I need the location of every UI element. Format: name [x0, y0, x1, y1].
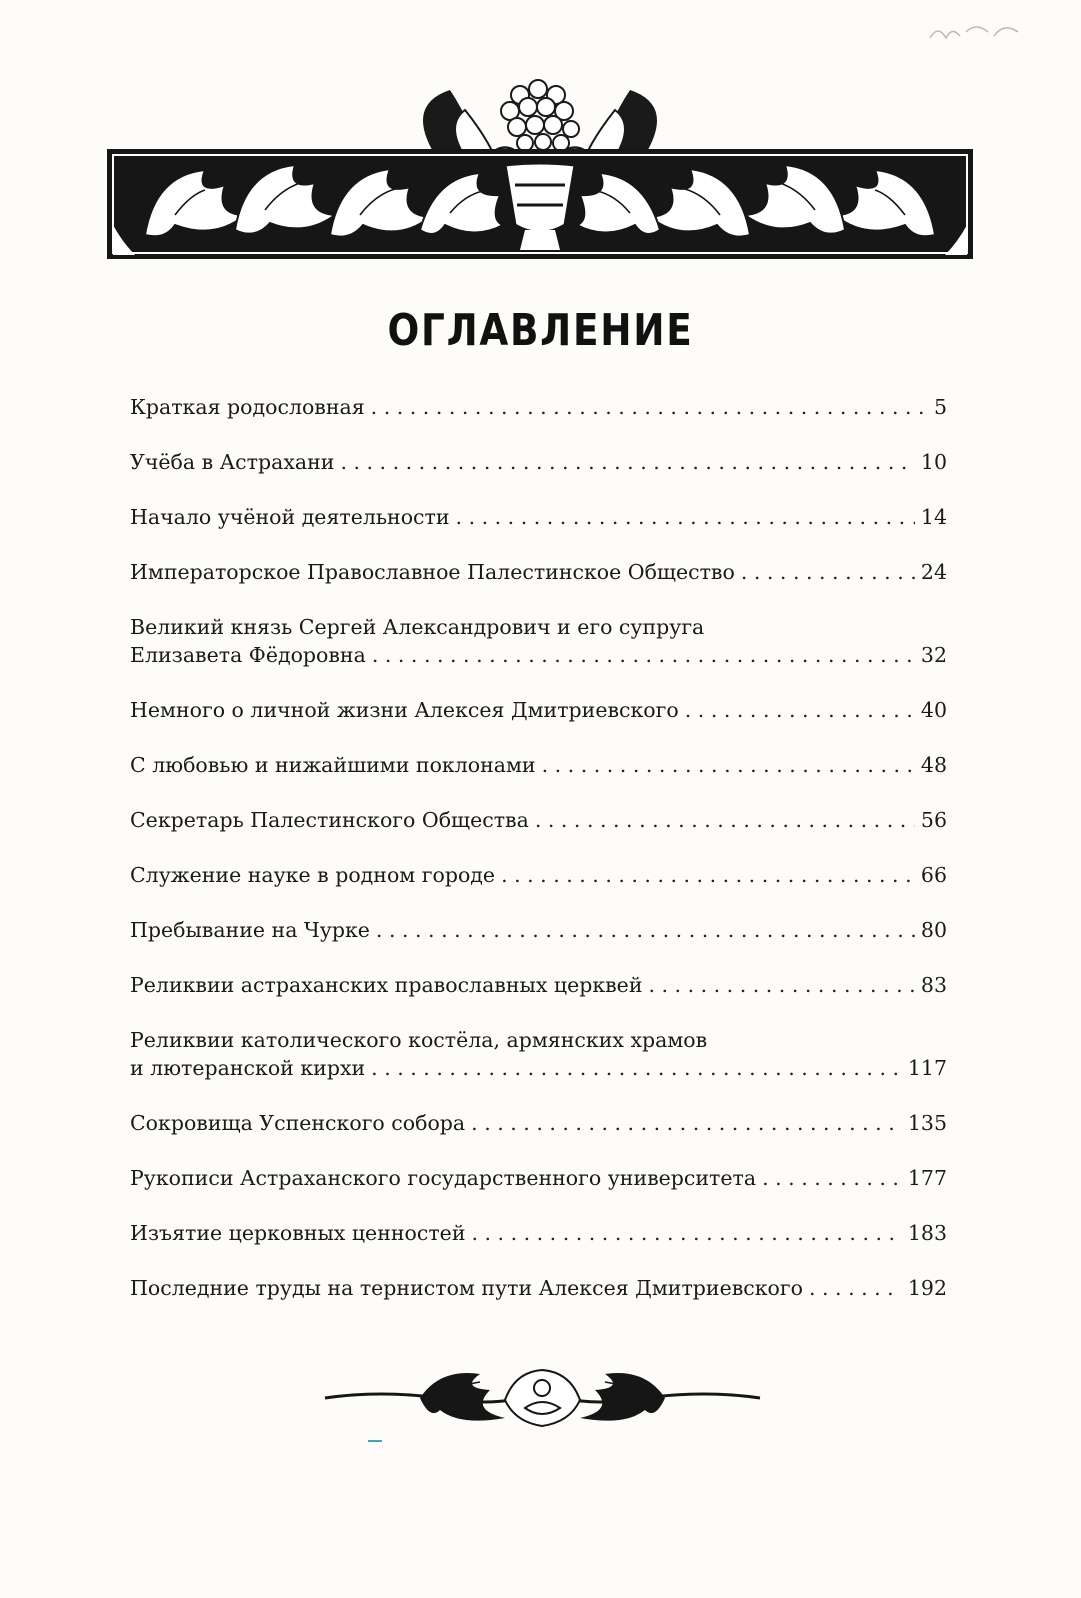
leader-dots: [535, 806, 915, 834]
toc-entry-title: Немного о личной жизни Алексея Дмитриевского: [130, 698, 679, 722]
leader-dots: [471, 1219, 901, 1247]
toc-entry-page: 48: [920, 753, 947, 777]
leader-dots: [542, 751, 915, 779]
toc-entry-title: Императорское Православное Палестинское Общество: [130, 560, 735, 584]
toc-entry-page: 183: [907, 1221, 947, 1245]
toc-entry-page: 40: [920, 698, 947, 722]
toc-entry[interactable]: [130, 1026, 947, 1082]
toc-entry-title: Учёба в Астрахани: [130, 450, 335, 474]
toc-entry-title: Сокровища Успенского собора: [130, 1111, 466, 1135]
toc-entry-page: 10: [920, 450, 947, 474]
toc-entry-title-line1: Реликвии католического костёла, армянских храмов: [130, 1028, 708, 1052]
toc-entry[interactable]: [130, 806, 947, 834]
leader-dots: [501, 861, 915, 889]
toc-entry-title-line1: Великий князь Сергей Александрович и его супруга: [130, 615, 705, 639]
leader-dots: [372, 641, 915, 669]
table-of-contents: [130, 393, 947, 1302]
page-title: ОГЛАВЛЕНИЕ: [387, 305, 694, 356]
toc-entry-page: 32: [920, 643, 947, 667]
leader-dots: [456, 503, 915, 531]
leader-dots: [371, 1054, 902, 1082]
toc-entry-title: С любовью и нижайшими поклонами: [130, 753, 536, 777]
toc-entry[interactable]: [130, 751, 947, 779]
leader-dots: [471, 1109, 902, 1137]
toc-entry-title: Служение науке в родном городе: [130, 863, 496, 887]
toc-entry-title: Пребывание на Чурке: [130, 918, 370, 942]
leader-dots: [376, 916, 915, 944]
leader-dots: [741, 558, 915, 586]
toc-entry-page: 66: [920, 863, 947, 887]
toc-entry-title: Изъятие церковных ценностей: [130, 1221, 466, 1245]
toc-entry-page: 177: [907, 1166, 947, 1190]
toc-entry-page: 192: [907, 1276, 947, 1300]
toc-entry[interactable]: [130, 861, 947, 889]
toc-entry[interactable]: [130, 971, 947, 999]
leader-dots: [685, 696, 915, 724]
toc-entry-page: 83: [920, 973, 947, 997]
pencil-mark: [920, 10, 1040, 50]
toc-entry-page: 14: [920, 505, 947, 529]
toc-entry[interactable]: [130, 503, 947, 531]
leader-dots: [648, 971, 914, 999]
header-ornament: [105, 65, 975, 265]
toc-entry[interactable]: [130, 613, 947, 669]
toc-entry-title: и лютеранской кирхи: [130, 1056, 366, 1080]
toc-entry-page: 117: [907, 1056, 947, 1080]
toc-entry-page: 56: [920, 808, 947, 832]
leader-dots: [371, 393, 928, 421]
toc-entry[interactable]: [130, 558, 947, 586]
print-mark: [368, 1440, 382, 1442]
toc-entry-page: 24: [920, 560, 947, 584]
footer-ornament: [320, 1360, 765, 1435]
toc-entry[interactable]: [130, 1274, 947, 1302]
toc-entry-page: 5: [933, 395, 947, 419]
toc-entry-page: 135: [907, 1111, 947, 1135]
toc-entry-page: 80: [920, 918, 947, 942]
leader-dots: [809, 1274, 902, 1302]
leader-dots: [762, 1164, 902, 1192]
toc-entry[interactable]: [130, 448, 947, 476]
toc-entry-title: Рукописи Астраханского государственного университета: [130, 1166, 757, 1190]
toc-entry[interactable]: [130, 1219, 947, 1247]
toc-entry-title: Реликвии астраханских православных церквей: [130, 973, 643, 997]
toc-entry[interactable]: [130, 696, 947, 724]
toc-entry-title: Елизавета Фёдоровна: [130, 643, 366, 667]
toc-entry-title: Начало учёной деятельности: [130, 505, 450, 529]
toc-entry[interactable]: [130, 1164, 947, 1192]
toc-entry[interactable]: [130, 1109, 947, 1137]
toc-entry-title: Секретарь Палестинского Общества: [130, 808, 529, 832]
leader-dots: [340, 448, 914, 476]
toc-entry[interactable]: [130, 393, 947, 421]
toc-entry-title: Последние труды на тернистом пути Алексея Дмитриевского: [130, 1276, 803, 1300]
toc-entry-title: Краткая родословная: [130, 395, 365, 419]
toc-entry[interactable]: [130, 916, 947, 944]
